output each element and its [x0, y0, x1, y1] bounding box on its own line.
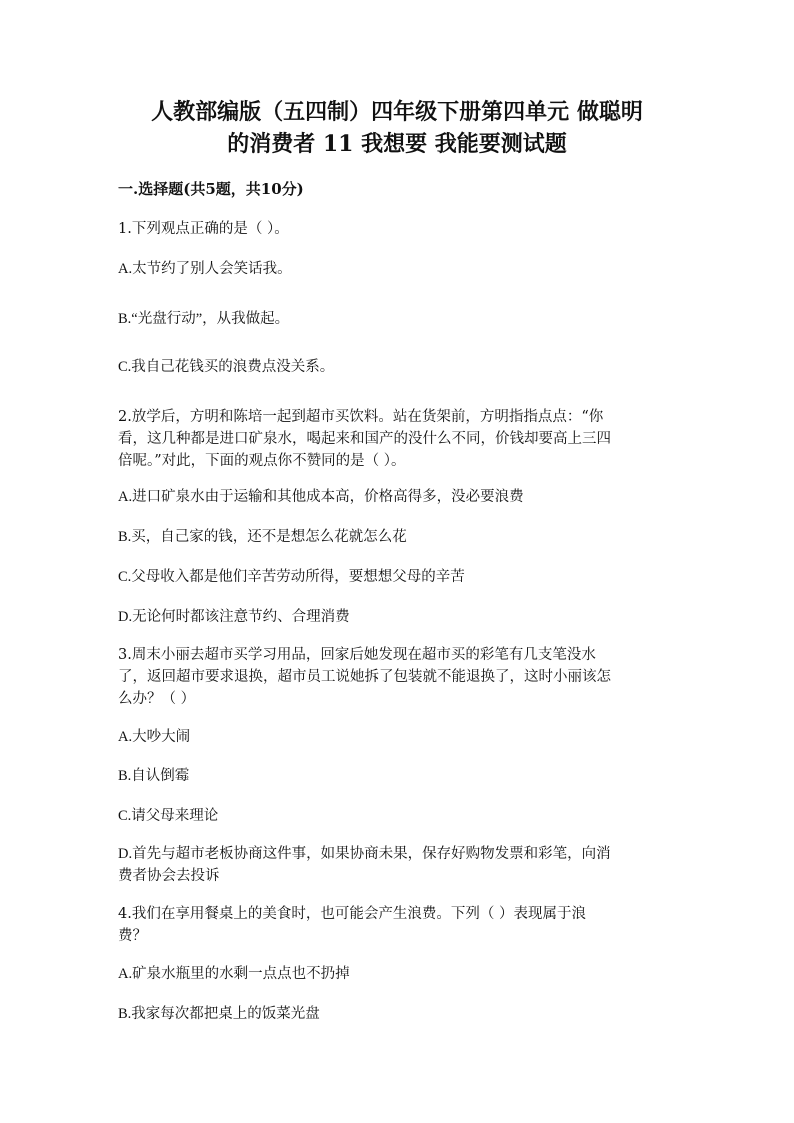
question-3-option-d-line-1: D.首先与超市老板协商这件事，如果协商未果，保存好购物发票和彩笔，向消: [118, 846, 611, 862]
document-title: [110, 96, 684, 160]
question-3-option-d-line-2: 费者协会去投诉: [118, 868, 220, 884]
question-3-option-a: A.大吵大闹: [118, 729, 191, 745]
question-1-text: 1.下列观点正确的是（ ）。: [118, 221, 289, 237]
section-heading: 一.选择题(共5题，共10分): [118, 180, 304, 198]
question-4-option-b: B.我家每次都把桌上的饭菜光盘: [118, 1006, 320, 1022]
question-2-option-c: C.父母收入都是他们辛苦劳动所得，要想想父母的辛苦: [118, 569, 465, 585]
question-1-option-c: C.我自己花钱买的浪费点没关系。: [118, 359, 335, 375]
title-line-2: 的消费者 11 我想要 我能要测试题: [227, 131, 567, 157]
question-3-option-c: C.请父母来理论: [118, 808, 219, 824]
question-3-option-b: B.自认倒霉: [118, 768, 190, 784]
question-4-option-a: A.矿泉水瓶里的水剩一点点也不扔掉: [118, 966, 350, 982]
question-2-text-line-3: 倍呢。”对此，下面的观点你不赞同的是（ ）。: [118, 453, 406, 469]
question-3-text-line-2: 了，返回超市要求退换，超市员工说她拆了包装就不能退换了，这时小丽该怎: [118, 669, 611, 685]
question-2-option-b: B.买，自己家的钱，还不是想怎么花就怎么花: [118, 529, 407, 545]
question-3-text-line-1: 3.周末小丽去超市买学习用品，回家后她发现在超市买的彩笔有几支笔没水: [118, 647, 596, 663]
question-2-text-line-2: 看，这几种都是进口矿泉水，喝起来和国产的没什么不同，价钱却要高上三四: [118, 431, 611, 447]
question-4-text-line-1: 4.我们在享用餐桌上的美食时，也可能会产生浪费。下列（ ）表现属于浪: [118, 906, 586, 922]
question-2-option-d: D.无论何时都该注意节约、合理消费: [118, 609, 350, 625]
question-1-option-b: B.“光盘行动”，从我做起。: [118, 311, 290, 327]
question-2-text-line-1: 2.放学后，方明和陈培一起到超市买饮料。站在货架前，方明指指点点：“你: [118, 409, 604, 425]
title-line-1: 人教部编版（五四制）四年级下册第四单元 做聪明: [151, 99, 643, 125]
question-2-option-a: A.进口矿泉水由于运输和其他成本高，价格高得多，没必要浪费: [118, 489, 524, 505]
question-1-option-a: A.太节约了别人会笑话我。: [118, 261, 292, 277]
question-4-text-line-2: 费？: [118, 928, 147, 944]
question-3-text-line-3: 么办？（ ）: [118, 691, 196, 707]
